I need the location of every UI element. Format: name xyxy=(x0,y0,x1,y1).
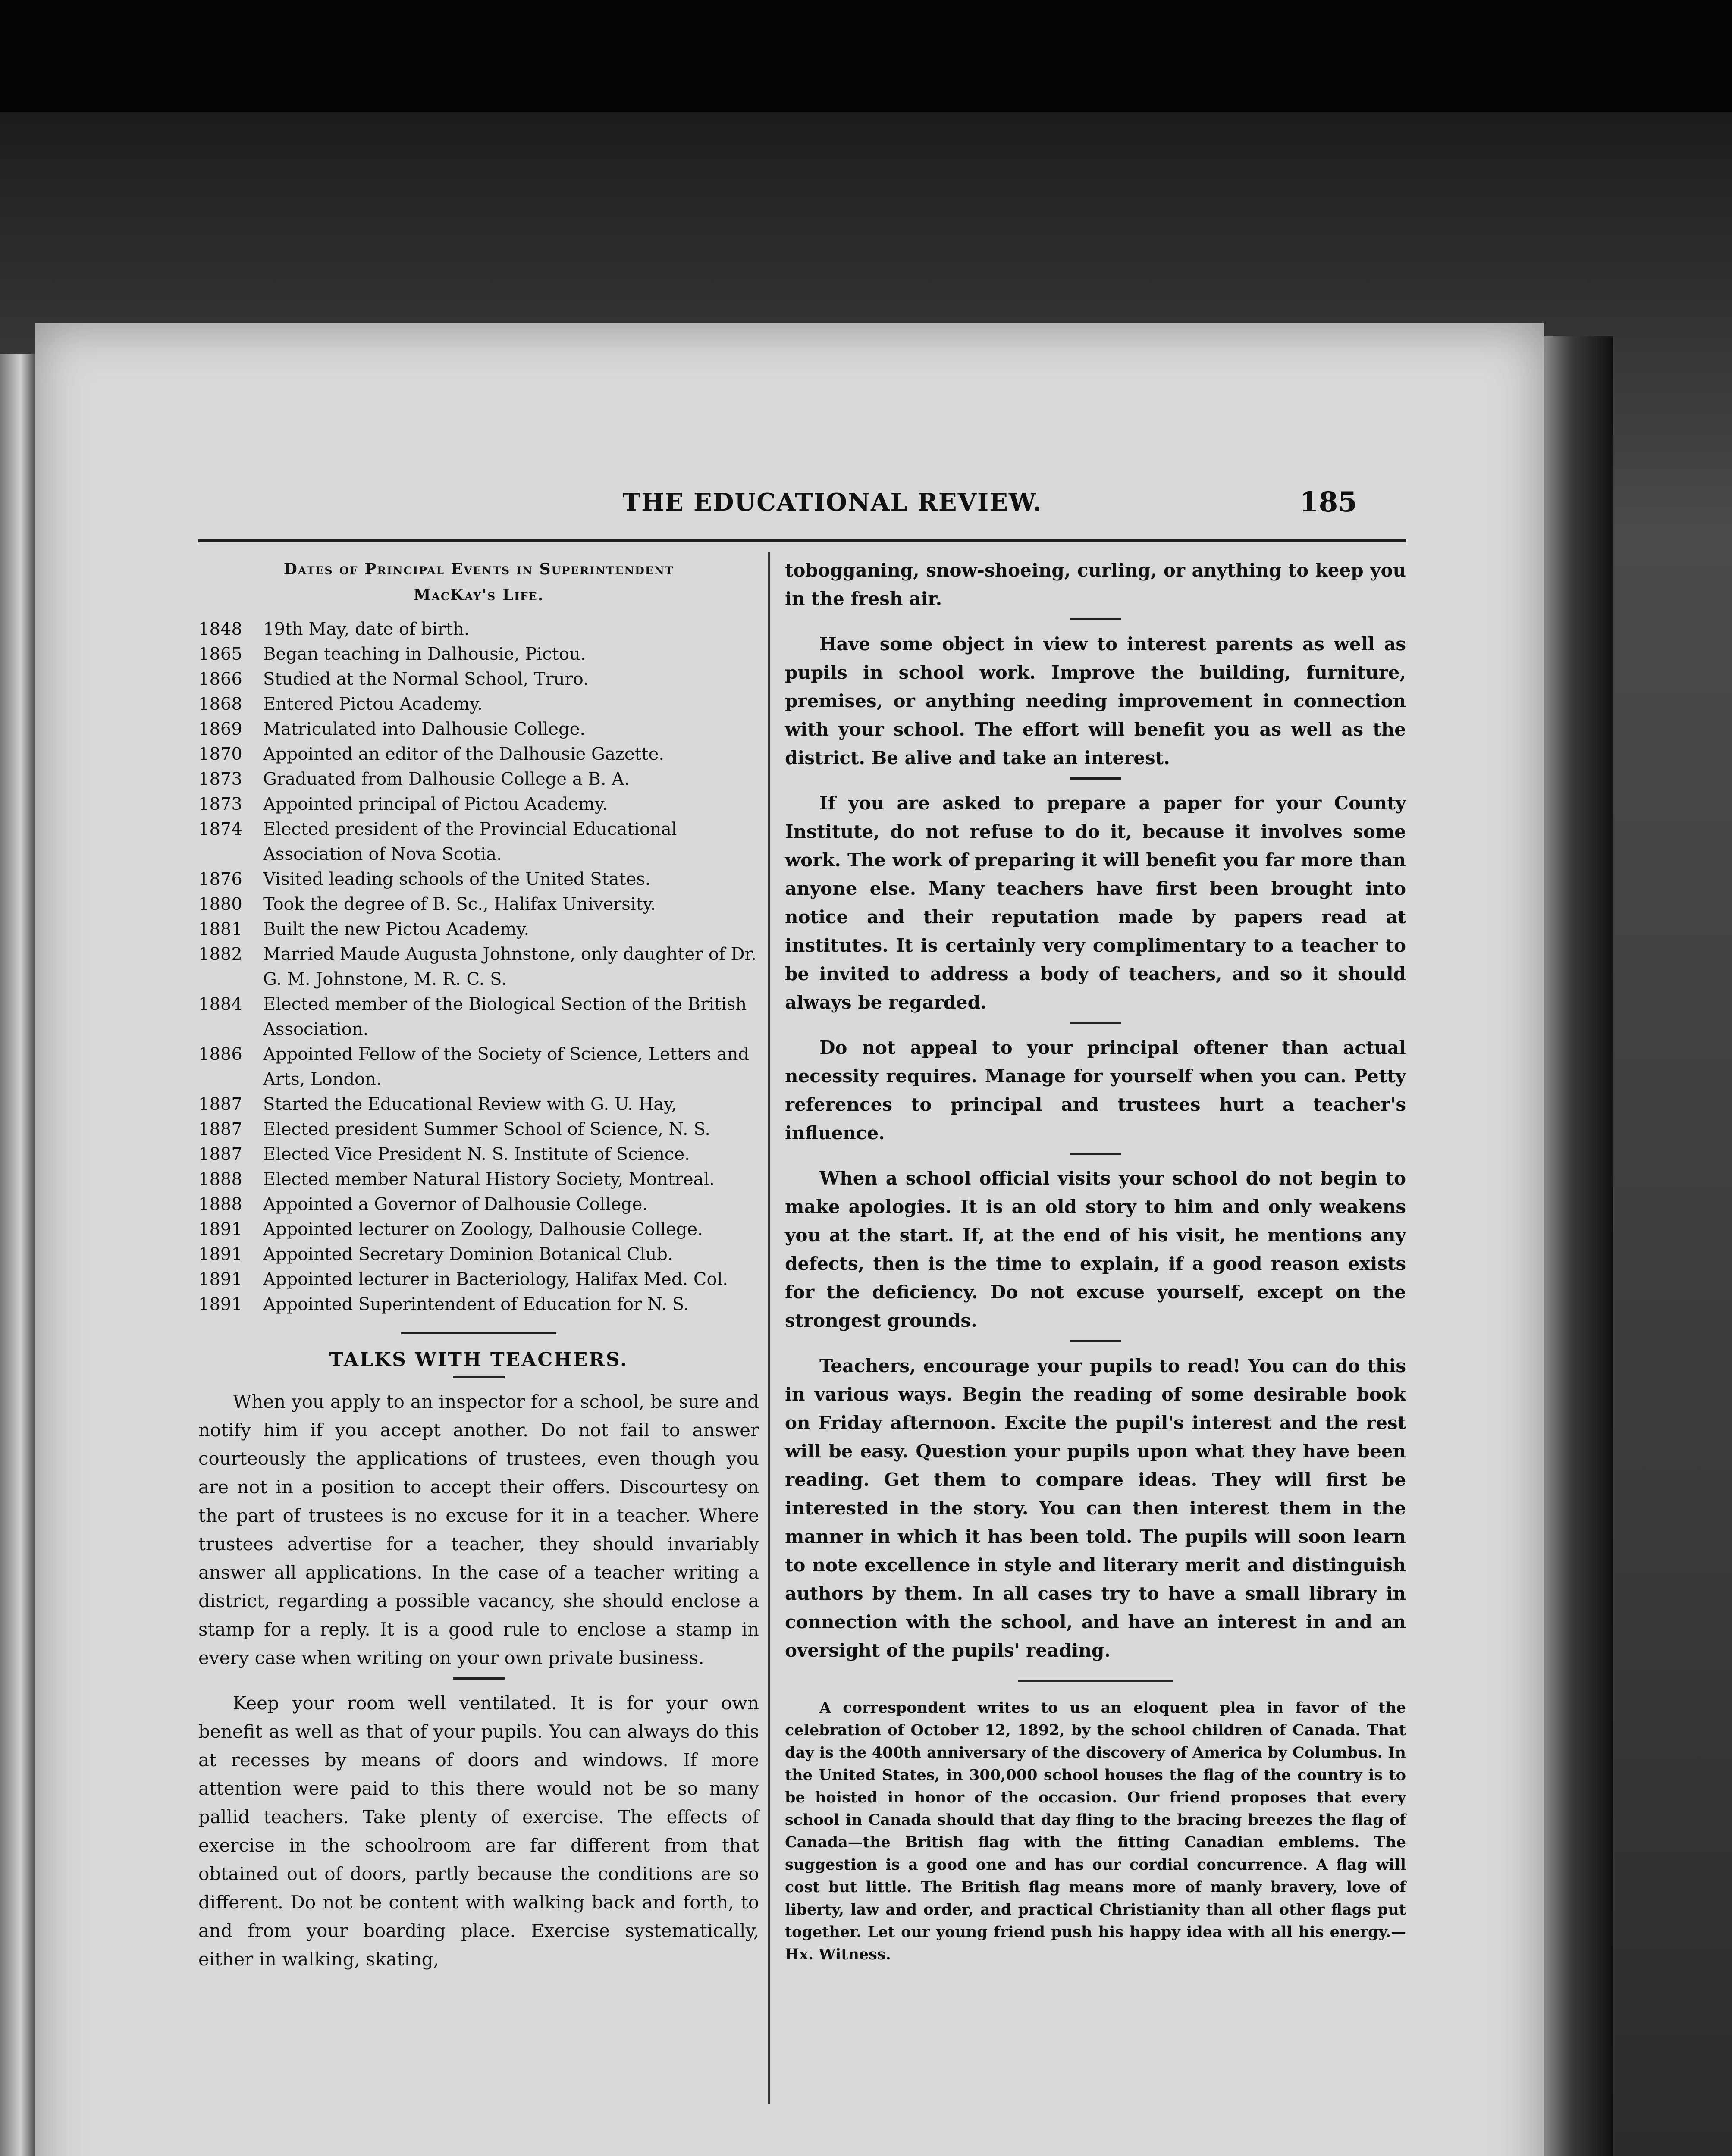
right-paragraph-3: Do not appeal to your principal oftener than actual necessity requires. Manage for yourself when you can. Petty references to principal and trustees hurt a teacher's influence. xyxy=(785,1037,1406,1144)
event-row xyxy=(198,942,759,992)
event-text: Visited leading schools of the United States. xyxy=(263,869,651,889)
event-row xyxy=(198,892,759,917)
event-text: Entered Pictou Academy. xyxy=(263,694,483,714)
event-text: Elected president Summer School of Science, N. S. xyxy=(263,1119,711,1139)
paragraph-rule xyxy=(1070,1153,1121,1155)
event-text: Began teaching in Dalhousie, Pictou. xyxy=(263,644,586,664)
event-row xyxy=(198,792,759,817)
event-year: 1888 xyxy=(198,1194,242,1214)
title-rule xyxy=(453,1376,505,1378)
section-rule xyxy=(401,1332,556,1334)
event-row xyxy=(198,692,759,717)
event-text: Appointed Secretary Dominion Botanical Club. xyxy=(263,1244,673,1264)
right-column xyxy=(785,556,1406,1970)
event-text: Graduated from Dalhousie College a B. A. xyxy=(263,769,630,789)
paragraph-rule xyxy=(1070,1340,1121,1342)
event-row xyxy=(198,1192,759,1217)
page-number: 185 xyxy=(1299,486,1357,518)
event-row xyxy=(198,1267,759,1292)
events-title xyxy=(198,556,759,608)
event-row xyxy=(198,917,759,942)
event-text: Elected Vice President N. S. Institute of Science. xyxy=(263,1144,690,1164)
event-row xyxy=(198,1117,759,1142)
event-row xyxy=(198,717,759,742)
event-year: 1876 xyxy=(198,869,242,889)
event-text: Appointed Superintendent of Education for N. S. xyxy=(263,1294,689,1314)
event-text: Appointed Fellow of the Society of Science, Letters and Arts, London. xyxy=(263,1044,749,1089)
event-text: Appointed lecturer in Bacteriology, Halifax Med. Col. xyxy=(263,1269,728,1289)
section-rule xyxy=(1018,1680,1173,1682)
event-year: 1865 xyxy=(198,644,242,664)
event-year: 1880 xyxy=(198,894,242,914)
event-text: Elected member of the Biological Section of the British Association. xyxy=(263,994,747,1039)
event-row xyxy=(198,1242,759,1267)
event-year: 1882 xyxy=(198,944,242,964)
event-text: Married Maude Augusta Johnstone, only daughter of Dr. G. M. Johnstone, M. R. C. S. xyxy=(263,944,756,989)
event-row xyxy=(198,992,759,1042)
event-year: 1891 xyxy=(198,1219,242,1239)
talks-title: TALKS WITH TEACHERS. xyxy=(329,1349,628,1371)
event-year: 1870 xyxy=(198,744,242,764)
event-year: 1873 xyxy=(198,769,242,789)
event-row xyxy=(198,817,759,867)
right-paragraph-2: If you are asked to prepare a paper for your County Institute, do not refuse to do it, because it involves some work. The work of preparing it will benefit you far more than anyone else. Many teachers have first been brought into notice and their reputation made by papers read at institutes. It is certainly very complimentary to a teacher to be invited to address a body of teachers, and so it should always be regarded. xyxy=(785,793,1406,1013)
event-row xyxy=(198,642,759,667)
event-text: Elected president of the Provincial Educational Association of Nova Scotia. xyxy=(263,819,677,864)
book-left-edge xyxy=(0,354,35,2156)
event-year: 1873 xyxy=(198,794,242,814)
header-rule xyxy=(198,539,1406,542)
event-year: 1891 xyxy=(198,1244,242,1264)
event-text: Appointed an editor of the Dalhousie Gazette. xyxy=(263,744,665,764)
event-text: Matriculated into Dalhousie College. xyxy=(263,719,586,739)
right-paragraph-4: When a school official visits your school do not begin to make apologies. It is an old story to him and only weakens you at the start. If, at the end of his visit, he mentions any defects, then is the time to explain, if a good reason exists for the deficiency. Do not excuse yourself, except on the strongest grounds. xyxy=(785,1168,1406,1331)
event-text: Elected member Natural History Society, Montreal. xyxy=(263,1169,715,1189)
running-title: THE EDUCATIONAL REVIEW. xyxy=(622,488,1042,517)
column-divider xyxy=(768,552,770,2104)
event-year: 1874 xyxy=(198,819,242,839)
event-year: 1887 xyxy=(198,1144,242,1164)
talks-paragraph-1: When you apply to an inspector for a school, be sure and notify him if you accept another. Do not fail to answer courteously the applications of trustees, even though you are not in a position to accept their offers. Discourtesy on the part of trustees is no excuse for it in a teacher. Where trustees advertise for a teacher, they should invariably answer all applications. In the case of a teacher writing a district, regarding a possible vacancy, she should enclose a stamp for a reply. It is a good rule to enclose a stamp in every case when writing on your own private business. xyxy=(198,1391,759,1668)
event-year: 1887 xyxy=(198,1119,242,1139)
event-row xyxy=(198,742,759,767)
events-list xyxy=(198,617,759,1317)
event-text: Appointed a Governor of Dalhousie College. xyxy=(263,1194,648,1214)
event-text: Took the degree of B. Sc., Halifax University. xyxy=(263,894,656,914)
event-row xyxy=(198,1217,759,1242)
event-row xyxy=(198,1042,759,1092)
event-text: Appointed principal of Pictou Academy. xyxy=(263,794,608,814)
book-right-edge xyxy=(1544,336,1613,2156)
event-row xyxy=(198,1292,759,1317)
talks-paragraph-2: Keep your room well ventilated. It is for your own benefit as well as that of your pupils. You can always do this at recesses by means of doors and windows. If more attention were paid to this there would not be so many pallid teachers. Take plenty of exercise. The effects of exercise in the schoolroom are far different from that obtained out of doors, partly because the conditions are so different. Do not be content with walking back and forth, to and from your boarding place. Exercise systematically, either in walking, skating, xyxy=(198,1692,759,1970)
events-title-line1: Dates of Principal Events in Superintendent xyxy=(283,560,674,578)
event-text: Built the new Pictou Academy. xyxy=(263,919,530,939)
right-paragraph-6: A correspondent writes to us an eloquent plea in favor of the celebration of October 12, 1892, by the school children of Canada. That day is the 400th anniversary of the discovery of America by Columbus. In the United States, in 300,000 school houses the flag of the country is to be hoisted in honor of the occasion. Our friend proposes that every school in Canada should that day fling to the bracing breezes the flag of Canada—the British flag with the fitting Canadian emblems. The suggestion is a good one and has our cordial concurrence. A flag will cost but little. The British flag means more of manly bravery, love of liberty, law and order, and practical Christianity than all other flags put together. Let our young friend push his happy idea with all his energy.—Hx. Witness. xyxy=(785,1699,1406,1963)
event-text: Appointed lecturer on Zoology, Dalhousie College. xyxy=(263,1219,703,1239)
events-title-line2: MacKay's Life. xyxy=(413,586,544,604)
event-text: Started the Educational Review with G. U. Hay, xyxy=(263,1094,677,1114)
event-row xyxy=(198,1167,759,1192)
event-row xyxy=(198,667,759,692)
paragraph-rule xyxy=(1070,777,1121,780)
left-column xyxy=(198,556,759,1978)
event-year: 1886 xyxy=(198,1044,242,1064)
continued-text: tobogganing, snow-shoeing, curling, or anything to keep you in the fresh air. xyxy=(785,560,1406,609)
event-year: 1848 xyxy=(198,619,242,639)
event-year: 1884 xyxy=(198,994,242,1014)
document-page xyxy=(35,323,1544,2156)
event-year: 1866 xyxy=(198,669,242,689)
right-paragraph-1: Have some object in view to interest parents as well as pupils in school work. Improve the building, furniture, premises, or anything needing improvement in connection with your school. The effort will benefit you as well as the district. Be alive and take an interest. xyxy=(785,633,1406,768)
event-row xyxy=(198,1142,759,1167)
event-year: 1887 xyxy=(198,1094,242,1114)
event-year: 1869 xyxy=(198,719,242,739)
event-year: 1891 xyxy=(198,1294,242,1314)
event-row xyxy=(198,767,759,792)
event-text: 19th May, date of birth. xyxy=(263,619,470,639)
event-year: 1868 xyxy=(198,694,242,714)
paragraph-rule xyxy=(1070,1022,1121,1024)
event-year: 1881 xyxy=(198,919,242,939)
right-paragraph-5: Teachers, encourage your pupils to read! You can do this in various ways. Begin the reading of some desirable book on Friday afternoon. Excite the pupil's interest and the rest will be easy. Question your pupils upon what they have been reading. Get them to compare ideas. They will first be interested in the story. You can then interest them in the manner in which it has been told. The pupils will soon learn to note excellence in style and literary merit and distinguish authors by them. In all cases try to have a small library in connection with the school, and have an interest in and an oversight of the pupils' reading. xyxy=(785,1355,1406,1661)
event-row xyxy=(198,617,759,642)
paragraph-rule xyxy=(453,1677,505,1680)
paragraph-rule xyxy=(1070,618,1121,620)
event-text: Studied at the Normal School, Truro. xyxy=(263,669,589,689)
event-year: 1891 xyxy=(198,1269,242,1289)
event-row xyxy=(198,867,759,892)
event-row xyxy=(198,1092,759,1117)
event-year: 1888 xyxy=(198,1169,242,1189)
